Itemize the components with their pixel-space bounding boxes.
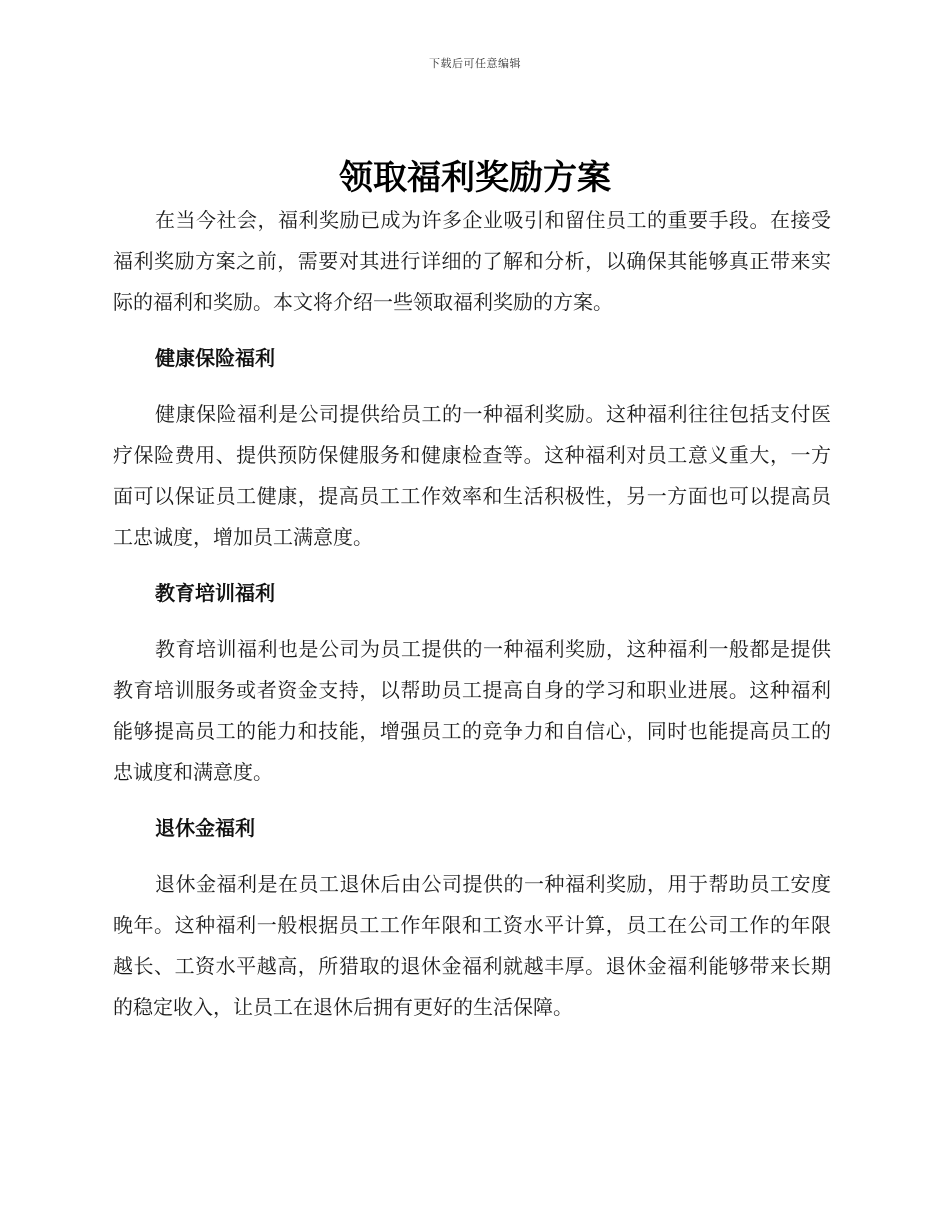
section-heading-pension: 退休金福利 [155, 816, 255, 840]
section-text-education-training: 教育培训福利也是公司为员工提供的一种福利奖励，这种福利一般都是提供教育培训服务或者资金支持，以帮助员工提高自身的学习和职业进展。这种福利能够提高员工的能力和技能，增强员工的竞争力和自信心，同时也能提高员工的忠诚度和满意度。 [113, 637, 831, 784]
section-text-health-insurance: 健康保险福利是公司提供给员工的一种福利奖励。这种福利往往包括支付医疗保险费用、提供预防保健服务和健康检查等。这种福利对员工意义重大，一方面可以保证员工健康，提高员工工作效率和生活积极性，另一方面也可以提高员工忠诚度，增加员工满意度。 [113, 402, 831, 549]
section-heading-education-training: 教育培训福利 [155, 581, 275, 605]
header-note: 下载后可任意编辑 [429, 57, 521, 70]
document-body [113, 200, 831, 1028]
section-heading-health-insurance: 健康保险福利 [155, 346, 275, 370]
intro-paragraph: 在当今社会，福利奖励已成为许多企业吸引和留住员工的重要手段。在接受福利奖励方案之前，需要对其进行详细的了解和分析，以确保其能够真正带来实际的福利和奖励。本文将介绍一些领取福利奖励的方案。 [113, 208, 831, 314]
section-text-pension: 退休金福利是在员工退休后由公司提供的一种福利奖励，用于帮助员工安度晚年。这种福利一般根据员工工作年限和工资水平计算，员工在公司工作的年限越长、工资水平越高，所猎取的退休金福利就越丰厚。退休金福利能够带来长期的稳定收入，让员工在退休后拥有更好的生活保障。 [113, 872, 831, 1019]
document-title: 领取福利奖励方案 [339, 158, 611, 198]
